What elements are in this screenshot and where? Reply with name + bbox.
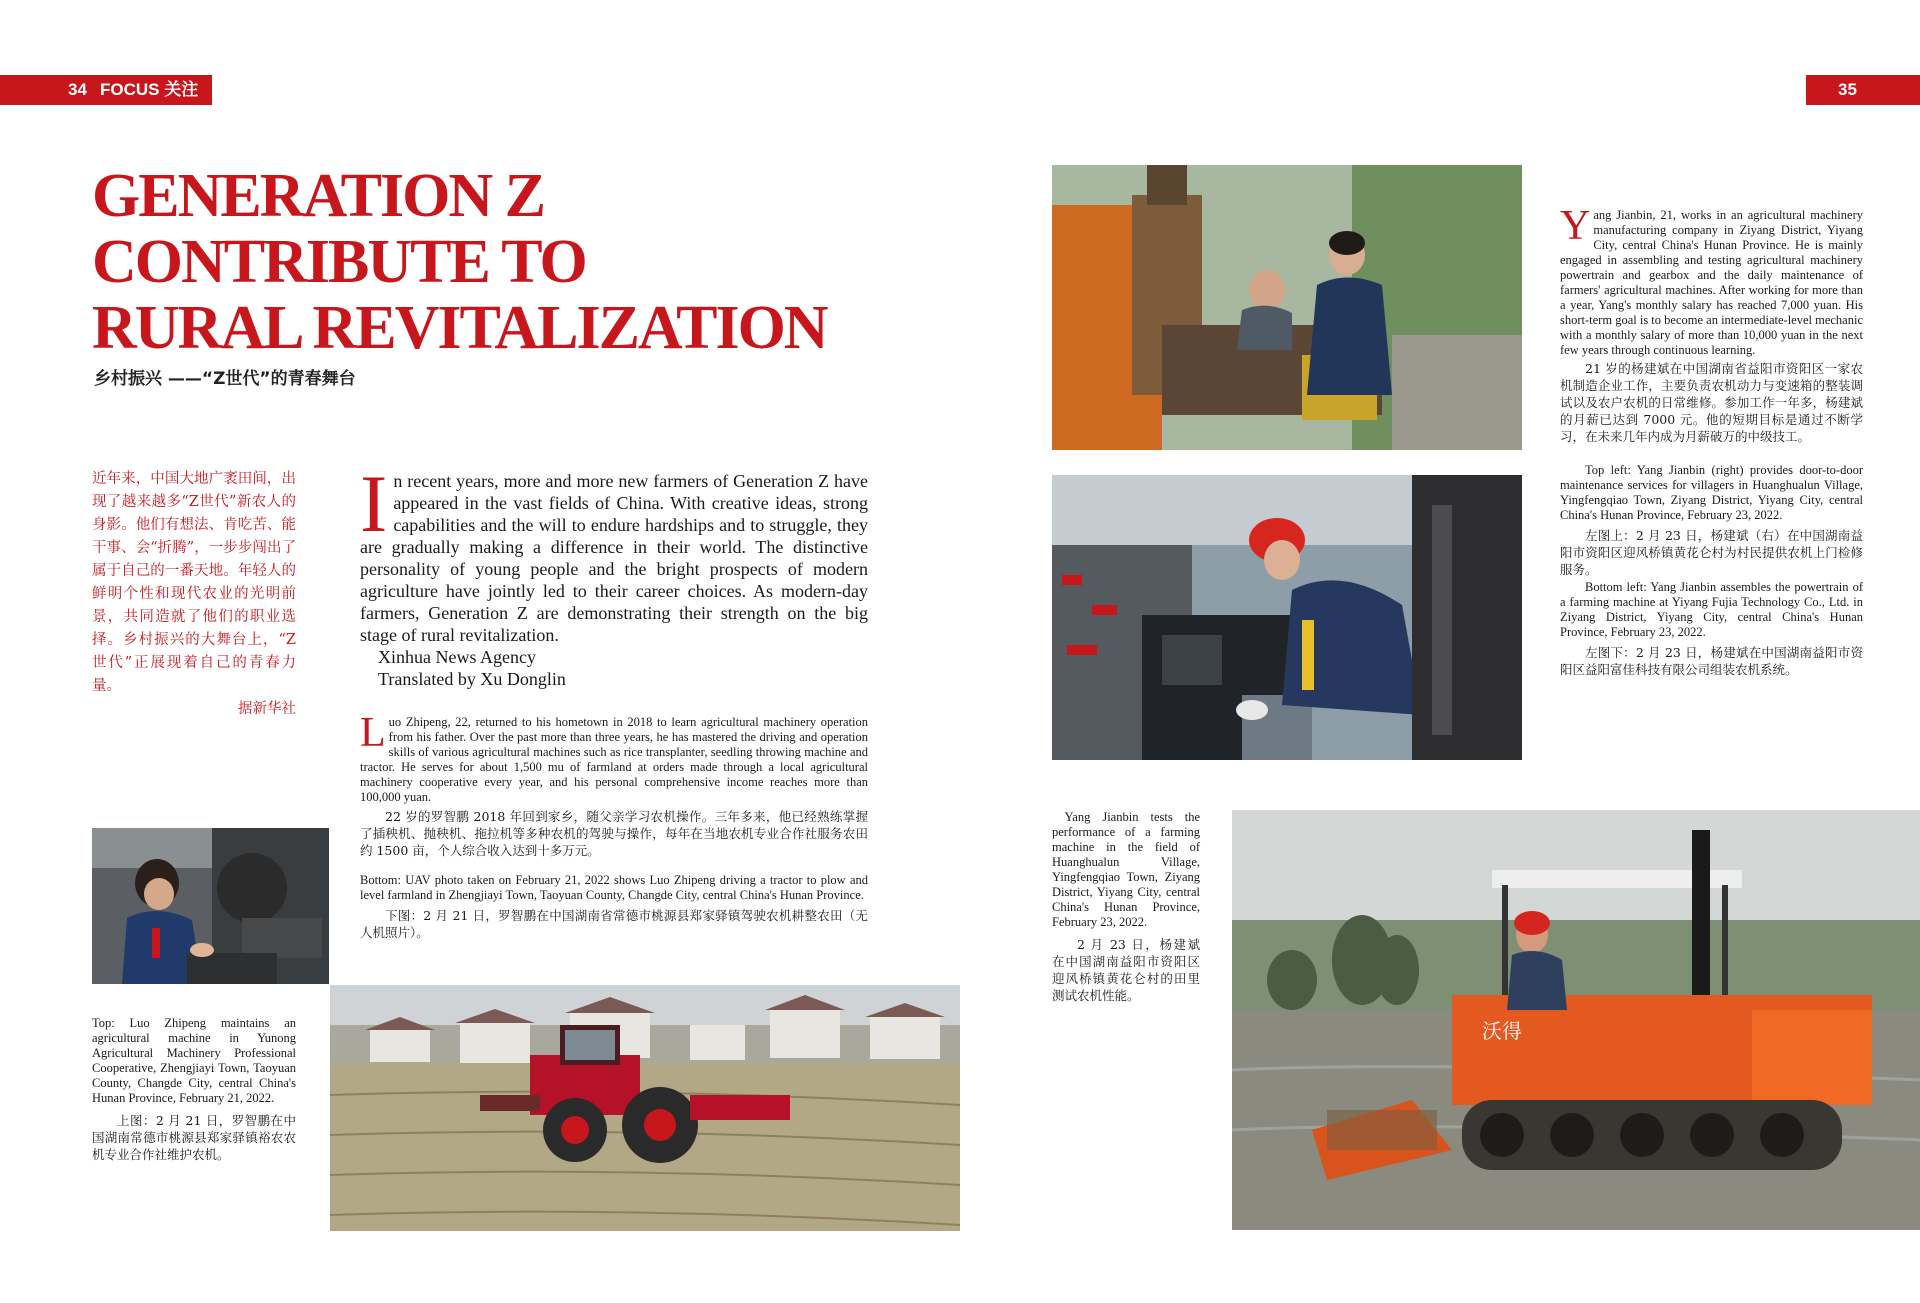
photo-luo-maintenance bbox=[92, 828, 329, 984]
photo-yang-field-test bbox=[1232, 810, 1920, 1230]
chinese-intro bbox=[92, 468, 296, 721]
yang-caption-field-en: Yang Jianbin tests the performance of a farming machine in the field of Huanghualun Village, Yingfengqiao Town, Ziyang District, Yiyang City, central China's Hunan Province, February 23, 2022. bbox=[1052, 810, 1200, 929]
luo-caption-bottom-cn: 下图：2 月 21 日，罗智鹏在中国湖南省常德市桃源县郑家驿镇驾驶农机耕整农田（无人机照片）。 bbox=[360, 908, 868, 940]
yang-text-en: ang Jianbin, 21, works in an agricultural machinery manufacturing company in Ziyang District, Yiyang City, central China's Hunan Province. He is mainly engaged in assembling and testing agricultural machinery powertrain and gearbox and the daily maintenance of farmers' agricultural machines. After working for more than a year, Yang's monthly salary has reached 7,000 yuan. His short-term goal is to become an intermediate-level mechanic with a monthly salary of more than 10,000 yuan in the next few years through continuous learning. bbox=[1560, 208, 1864, 357]
luo-caption-bottom-en: Bottom: UAV photo taken on February 21, 2022 shows Luo Zhipeng driving a tractor to plow and level farmland in Zhengjiayi Town, Taoyuan County, Changde City, central China's Hunan Province. bbox=[360, 873, 868, 902]
english-intro bbox=[360, 458, 868, 690]
luo-top-caption bbox=[92, 1016, 296, 1163]
luo-text-en: uo Zhipeng, 22, returned to his hometown in 2018 to learn agricultural machinery operation from his father. Over the past more than three years, he has mastered the driving and operation skills of various agricultural machines such as rice transplanter, seedling throwing machine and tractor. He serves for about 1,500 mu of farmland at orders made through a local agricultural machinery cooperative every year, and his personal comprehensive income reaches more than 100,000 yuan. bbox=[360, 715, 868, 804]
luo-caption-top-en: Top: Luo Zhipeng maintains an agricultural machine in Yunong Agricultural Machinery Professional Cooperative, Zhengjiayi Town, Taoyuan County, Changde City, central China's Hunan Province, February 21, 2022. bbox=[92, 1016, 296, 1105]
yang-caption-bottomleft-en: Bottom left: Yang Jianbin assembles the powertrain of a farming machine at Yiyang Fujia Technology Co., Ltd. in Ziyang District, Yiyang City, central China's Hunan Province, February 23, 2022. bbox=[1560, 580, 1863, 639]
yang-text-cn: 21 岁的杨建斌在中国湖南省益阳市资阳区一家农机制造企业工作，主要负责农机动力与变速箱的整装调试以及农户农机的日常维修。参加工作一年多，杨建斌的月薪已达到 7000 元。他的短期目标是通过不断学习，在未来几年内成为月薪破万的中级技工。 bbox=[1560, 361, 1863, 444]
page-number-left: 34 bbox=[68, 80, 87, 99]
luo-caption-top-cn: 上图：2 月 21 日，罗智鹏在中国湖南常德市桃源县郑家驿镇裕农农机专业合作社维护农机。 bbox=[92, 1113, 296, 1162]
page-number-right: 35 bbox=[1838, 80, 1857, 99]
intro-dropcap: I bbox=[360, 458, 388, 549]
yang-story bbox=[1560, 203, 1864, 678]
chinese-intro-source: 据新华社 bbox=[238, 701, 296, 717]
intro-agency: Xinhua News Agency bbox=[378, 647, 536, 667]
luo-dropcap: L bbox=[360, 710, 386, 756]
title-line-2: CONTRIBUTE TO bbox=[92, 228, 586, 296]
yang-caption-field-cn: 2 月 23 日，杨建斌在中国湖南益阳市资阳区迎风桥镇黄花仑村的田里测试农机性能。 bbox=[1052, 937, 1200, 1003]
photo-luo-tractor-field bbox=[330, 985, 960, 1231]
yang-field-caption bbox=[1052, 810, 1200, 1004]
tractor-brand-label: 沃得 bbox=[1482, 1019, 1522, 1043]
header-bar-right bbox=[1806, 75, 1920, 105]
page-title bbox=[92, 162, 827, 362]
section-label: FOCUS 关注 bbox=[100, 80, 199, 99]
subtitle: 乡村振兴 ——“Z世代”的青春舞台 bbox=[94, 369, 356, 389]
luo-text-cn: 22 岁的罗智鹏 2018 年回到家乡，随父亲学习农机操作。三年多来，他已经熟练掌握了插秧机、抛秧机、拖拉机等多种农机的驾驶与操作，每年在当地农机专业合作社服务农田约 1500 亩，个人综合收入达到十多万元。 bbox=[360, 809, 868, 858]
photo-yang-door-maintenance bbox=[1052, 165, 1522, 450]
title-line-1: GENERATION Z bbox=[92, 162, 544, 230]
yang-caption-bottomleft-cn: 左图下：2 月 23 日，杨建斌在中国湖南益阳市资阳区益阳富佳科技有限公司组装农机系统。 bbox=[1560, 645, 1863, 677]
title-line-3: RURAL REVITALIZATION bbox=[92, 294, 827, 362]
yang-caption-topleft-en: Top left: Yang Jianbin (right) provides door-to-door maintenance services for villagers in Huanghualun Village, Yingfengqiao Town, Ziyang District, Yiyang City, central China's Hunan Province, February 23, 2022. bbox=[1560, 463, 1863, 522]
intro-text: n recent years, more and more new farmers of Generation Z have appeared in the vast fields of China. With creative ideas, strong capabilities and the will to endure hardships and to struggle, they are gradually making a difference in their world. The distinctive personality of young people and the bright prospects of modern agriculture have jointly led to their career choices. As modern-day farmers, Generation Z are demonstrating their strength on the big stage of rural revitalization. bbox=[360, 471, 868, 645]
photo-yang-assembling bbox=[1052, 475, 1522, 760]
chinese-intro-text: 近年来，中国大地广袤田间，出现了越来越多“Z世代”新农人的身影。他们有想法、肯吃苦、能干事、会“折腾”，一步步闯出了属于自己的一番天地。年轻人的鲜明个性和现代农业的光明前景，共同造就了他们的职业选择。乡村振兴的大舞台上，“Z世代”正展现着自己的青春力量。 bbox=[92, 471, 296, 694]
intro-translator: Translated by Xu Donglin bbox=[378, 669, 566, 689]
luo-story bbox=[360, 710, 868, 941]
yang-caption-topleft-cn: 左图上：2 月 23 日，杨建斌（右）在中国湖南益阳市资阳区迎风桥镇黄花仑村为村民提供农机上门检修服务。 bbox=[1560, 528, 1863, 577]
yang-dropcap: Y bbox=[1560, 203, 1591, 249]
